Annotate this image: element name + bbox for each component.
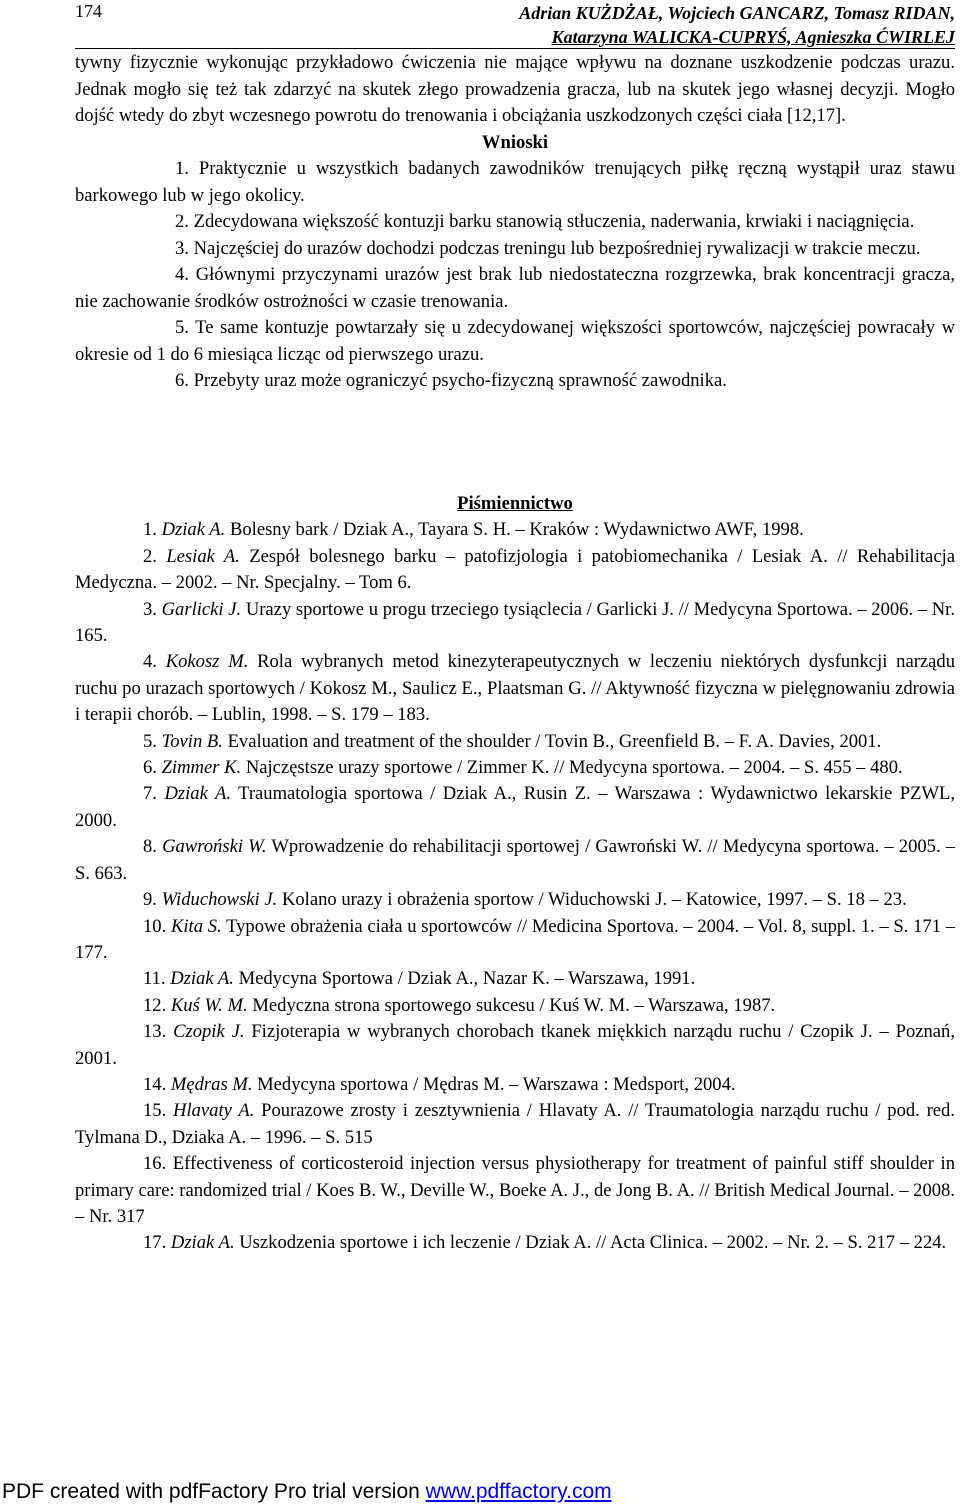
main-text <box>75 50 955 395</box>
reference-number: 4. <box>143 651 166 673</box>
running-head-authors <box>519 1 955 49</box>
reference-item <box>75 993 955 1019</box>
reference-item <box>75 887 955 913</box>
reference-item <box>75 1151 955 1230</box>
reference-item <box>75 755 955 781</box>
reference-number: 9. <box>143 889 162 911</box>
reference-author: Kokosz M. <box>165 651 249 673</box>
reference-item <box>75 1072 955 1098</box>
reference-author: Lesiak A. <box>166 545 240 567</box>
pdf-footer <box>2 1480 612 1504</box>
reference-item <box>75 834 955 887</box>
reference-details: Wprowadzenie do rehabilitacji sportowej / Gawroński W. // Medycyna sportowa. – 2005. – S. 663. <box>75 836 956 884</box>
reference-details: Fizjoterapia w wybranych chorobach tkanek miękkich narządu ruchu / Czopik J. – Poznań, 2001. <box>75 1021 955 1069</box>
reference-author: Gawroński W. <box>162 836 267 858</box>
reference-number: 3. <box>143 598 162 620</box>
reference-item <box>75 729 955 755</box>
reference-item <box>75 966 955 992</box>
bibliography-list <box>75 517 955 1256</box>
reference-number: 10. <box>143 915 171 937</box>
reference-number: 6. <box>143 757 162 779</box>
reference-number: 15. <box>143 1100 174 1122</box>
reference-details: Zespół bolesnego barku – patofizjologia i patobiomechanika / Lesiak A. // Rehabilitacja Medyczna. – 2002. – Nr. Specjalny. – Tom 6. <box>75 545 955 594</box>
reference-author: Kita S. <box>170 915 222 937</box>
conclusion-item: 4. Głównymi przyczynami urazów jest brak lub niedostateczna rozgrzewka, brak koncentracji gracza, nie zachowanie środków ostrożności w czasie trenowania. <box>75 264 955 312</box>
reference-details: Traumatologia sportowa / Dziak A., Rusin Z. – Warszawa : Wydawnictwo lekarskie PZWL, 2000. <box>75 783 956 831</box>
authors-line-1: Adrian KUŻDŻAŁ, Wojciech GANCARZ, Tomasz RIDAN, <box>519 3 955 23</box>
reference-author: Tovin B. <box>161 730 223 752</box>
conclusion-item: 6. Przebyty uraz może ograniczyć psycho-fizyczną sprawność zawodnika. <box>175 370 727 391</box>
reference-details: Rola wybranych metod kinezyterapeutycznych w leczeniu niektórych dysfunkcji narządu ruchu po urazach sportowych / Kokosz M., Saulicz E., Plaatsman G. // Aktywność fizyczna w pielęgnowaniu zdrowia i terapii chorób. – Lublin, 1998. – S. 179 – 183. <box>75 651 955 726</box>
reference-details: Bolesny bark / Dziak A., Tayara S. H. – Kraków : Wydawnictwo AWF, 1998. <box>229 519 804 541</box>
reference-number: 17. <box>143 1232 171 1254</box>
reference-number: 7. <box>143 783 165 805</box>
footer-link[interactable]: www.pdffactory.com <box>425 1480 612 1503</box>
intro-paragraph: tywny fizycznie wykonując przykładowo ćwiczenia nie mające wpływu na doznane uszkodzenie podczas urazu. Jednak mogło się też tak zdarzyć na skutek złego prowadzenia gracza, lub na skutek jego własnej decyzji. Mogło dojść wtedy do zbyt wczesnego powrotu do trenowania i obciążania uszkodzonych części ciała [12,17]. <box>75 52 955 126</box>
reference-number: 11. <box>143 968 171 990</box>
reference-author: Dziak A. <box>164 783 231 805</box>
reference-details: Medycyna sportowa / Mędras M. – Warszawa : Medsport, 2004. <box>257 1073 736 1095</box>
reference-details: Uszkodzenia sportowe i ich leczenie / Dziak A. // Acta Clinica. – 2002. – Nr. 2. – S. 217 – 224. <box>239 1232 947 1254</box>
reference-item <box>75 544 955 597</box>
conclusions-list <box>75 156 955 395</box>
reference-item <box>75 1098 955 1151</box>
reference-author: Garlicki J. <box>161 598 242 620</box>
reference-number: 2. <box>143 545 167 567</box>
reference-item <box>75 649 955 728</box>
reference-details: Medycyna Sportowa / Dziak A., Nazar K. – Warszawa, 1991. <box>238 968 696 990</box>
reference-details: Urazy sportowe u progu trzeciego tysiąclecia / Garlicki J. // Medycyna Sportowa. – 2006. – Nr. 165. <box>75 598 955 647</box>
reference-details: Medyczna strona sportowego sukcesu / Kuś W. M. – Warszawa, 1987. <box>252 994 776 1016</box>
bibliography <box>75 491 955 1257</box>
conclusion-item: 2. Zdecydowana większość kontuzji barku stanowią stłuczenia, naderwania, krwiaki i naciągnięcia. <box>175 211 915 232</box>
bibliography-heading: Piśmiennictwo <box>457 493 573 514</box>
reference-author: Kuś W. M. <box>170 994 248 1016</box>
reference-author: Czopik J. <box>173 1021 245 1043</box>
reference-author: Dziak A. <box>170 1232 235 1254</box>
reference-author: Zimmer K. <box>161 757 242 779</box>
reference-details: Typowe obrażenia ciała u sportowców // Medicina Sportova. – 2004. – Vol. 8, suppl. 1. – S. 171 – 177. <box>75 915 956 963</box>
reference-author: Mędras M. <box>170 1073 253 1095</box>
reference-item <box>75 597 955 650</box>
reference-author: Dziak A. <box>170 968 234 990</box>
reference-number: 1. <box>143 519 162 541</box>
authors-line-2: Katarzyna WALICKA-CUPRYŚ, Agnieszka ĆWIRLEJ <box>551 27 955 47</box>
reference-number: 12. <box>143 994 171 1016</box>
page-header <box>75 0 955 49</box>
conclusions-heading: Wnioski <box>481 131 549 153</box>
reference-number: 14. <box>143 1073 171 1095</box>
reference-number: 5. <box>143 730 162 752</box>
reference-number: 13. <box>143 1021 174 1043</box>
footer-text: PDF created with pdfFactory Pro trial version <box>2 1480 426 1503</box>
reference-item <box>75 1019 955 1072</box>
reference-details: Kolano urazy i obrażenia sportow / Widuchowski J. – Katowice, 1997. – S. 18 – 23. <box>281 889 907 911</box>
reference-item <box>75 914 955 967</box>
conclusion-item: 5. Te same kontuzje powtarzały się u zdecydowanej większości sportowców, najczęściej powracały w okresie od 1 do 6 miesiąca licząc od pierwszego urazu. <box>75 317 955 365</box>
reference-author: Hlavaty A. <box>173 1100 255 1122</box>
conclusion-item: 1. Praktycznie u wszystkich badanych zawodników trenujących piłkę ręczną wystąpił uraz stawu barkowego lub w jego okolicy. <box>75 158 955 206</box>
reference-item <box>75 781 955 834</box>
reference-details: Evaluation and treatment of the shoulder / Tovin B., Greenfield B. – F. A. Davies, 2001. <box>227 730 882 752</box>
reference-item <box>75 517 955 543</box>
reference-author: Dziak A. <box>161 519 226 541</box>
reference-details: Pourazowe zrosty i zesztywnienia / Hlavaty A. // Traumatologia narządu ruchu / pod. red. Tylmana D., Dziaka A. – 1996. – S. 515 <box>75 1100 955 1148</box>
reference-details: Effectiveness of corticosteroid injection versus physiotherapy for treatment of painful stiff shoulder in primary care: randomized trial / Koes B. W., Deville W., Boeke A. J., de Jong B. A. // British Medical Journal. – 2008. – Nr. 317 <box>75 1153 955 1227</box>
page-number: 174 <box>75 1 102 21</box>
conclusion-item: 3. Najczęściej do urazów dochodzi podczas treningu lub bezpośredniej rywalizacji w trakcie meczu. <box>175 237 921 259</box>
reference-number: 16. <box>143 1153 173 1175</box>
reference-item <box>75 1230 955 1256</box>
reference-number: 8. <box>143 836 163 858</box>
reference-author: Widuchowski J. <box>161 889 278 911</box>
reference-details: Najczęstsze urazy sportowe / Zimmer K. // Medycyna sportowa. – 2004. – S. 455 – 480. <box>245 757 903 779</box>
